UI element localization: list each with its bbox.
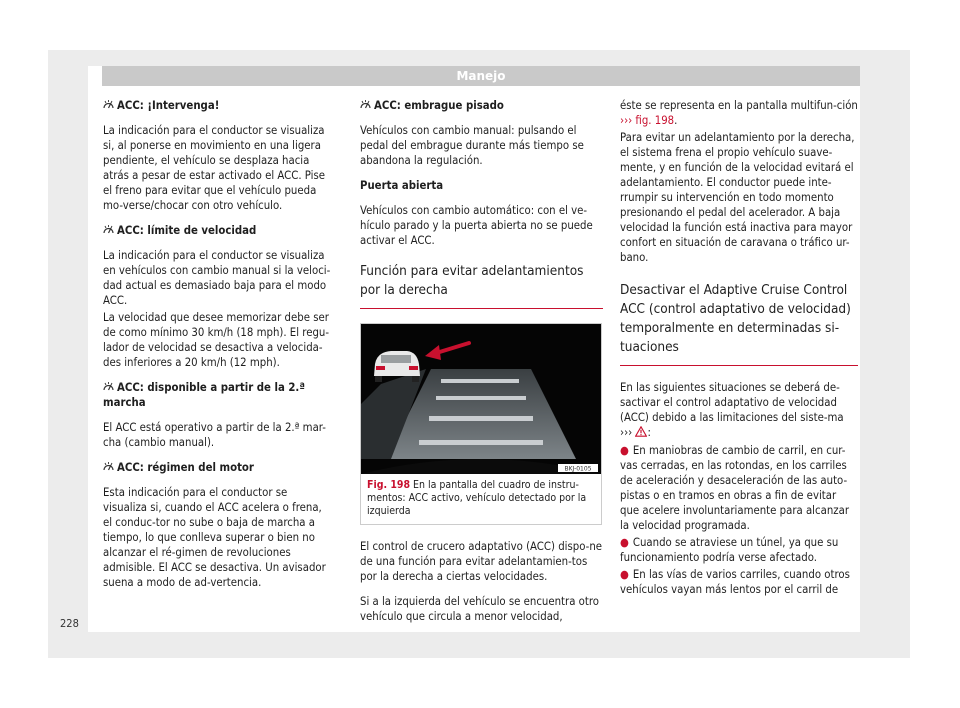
heading-text: ACC: régimen del motor — [117, 461, 254, 474]
bullet-icon: ● — [620, 568, 629, 581]
punct: . — [674, 114, 678, 127]
heading-acc-embrague — [360, 98, 603, 113]
paragraph: Vehículos con cambio automático: con el ve-hículo parado y la puerta abierta no se puede activar el ACC. — [360, 204, 593, 247]
running-header: Manejo — [102, 66, 860, 86]
heading-puerta-abierta: Puerta abierta — [360, 179, 444, 192]
paragraph: Si a la izquierda del vehículo se encuentra otro vehículo que circula a menor velocidad, — [360, 595, 600, 623]
list-item — [620, 443, 858, 533]
column-1 — [103, 98, 331, 600]
list-item — [620, 535, 858, 565]
cruise-control-icon — [103, 99, 114, 110]
paragraph — [620, 380, 858, 441]
page-number: 228 — [60, 617, 79, 630]
heading-acc-regimen-motor — [103, 460, 331, 475]
bullet-icon: ● — [620, 536, 629, 549]
paragraph: Vehículos con cambio manual: pulsando el pedal del embrague durante más tiempo se abandona la regulación. — [360, 124, 584, 167]
punct: : — [647, 426, 651, 439]
column-2 — [360, 98, 603, 634]
heading-text: ACC: límite de velocidad — [117, 224, 257, 237]
heading-acc-intervenga — [103, 98, 331, 113]
figure-caption-text: En la pantalla del cuadro de instru-mentos: ACC activo, vehículo detectado por la izquierda — [367, 479, 587, 517]
list-item-text: Cuando se atraviese un túnel, ya que su funcionamiento podría verse afectado. — [620, 536, 839, 564]
list-item — [620, 567, 858, 597]
cruise-control-icon — [103, 224, 114, 235]
figure-caption — [361, 474, 601, 524]
cruise-control-icon — [103, 461, 114, 472]
paragraph-text: En las siguientes situaciones se deberá de-sactivar el control adaptativo de velocidad (ACC) debido a las limitaciones del siste-ma — [620, 381, 844, 424]
warning-triangle-icon — [635, 426, 647, 441]
figure-198 — [360, 323, 602, 525]
paragraph: La velocidad que desee memorizar debe ser de como mínimo 30 km/h (18 mph). El regu-lador de velocidad se desactiva a velocida-des inferiores a 20 km/h (12 mph). — [103, 311, 330, 369]
paragraph: Para evitar un adelantamiento por la derecha, el sistema frena el propio vehículo suave-mente, y en función de la velocidad evitará el adelantamiento. El conductor puede inte-rrumpir su intervención en todo momento presionando el pedal del acelerador. A baja velocidad la función está inactiva para mayor confort en situación de caravana o tráfico ur-bano. — [620, 131, 855, 264]
figure-image — [361, 324, 601, 474]
bullet-icon: ● — [620, 444, 629, 457]
paragraph: La indicación para el conductor se visualiza en vehículos con cambio manual si la veloci-dad actual es demasiado baja para el modo ACC. — [103, 249, 331, 307]
paragraph: La indicación para el conductor se visualiza si, al ponerse en movimiento en una ligera pendiente, el vehículo se desplaza hacia atrás a pesar de estar activado el ACC. Pise el freno para evitar que el vehículo pueda mo-verse/chocar con otro vehículo. — [103, 124, 326, 212]
figure-code: BKJ-0105 — [564, 465, 592, 473]
paragraph — [620, 98, 858, 128]
cruise-control-icon — [103, 381, 114, 392]
heading-text: ACC: embrague pisado — [374, 99, 504, 112]
paragraph: El control de crucero adaptativo (ACC) dispo-ne de una función para evitar adelantamien-tos por la derecha a ciertas velocidades. — [360, 540, 603, 583]
figure-reference-link[interactable]: ››› fig. 198 — [620, 114, 675, 127]
paragraph: Esta indicación para el conductor se visualiza si, cuando el ACC acelera o frena, el conduc-tor no sube o baja de marcha a tiempo, lo que conlleva superar o bien no alcanzar el ré-gimen de revoluciones admisible. El ACC se desactiva. Un avisador suena a modo de ad-vertencia. — [103, 486, 326, 589]
heading-acc-disponible — [103, 380, 331, 410]
heading-text: ACC: disponible a partir de la 2.ª marcha — [103, 381, 306, 409]
heading-text: ACC: ¡Intervenga! — [117, 99, 220, 112]
figure-label: Fig. 198 — [367, 479, 411, 491]
paragraph-text: éste se representa en la pantalla multifun-ción — [620, 99, 858, 112]
list-item-text: En las vías de varios carriles, cuando otros vehículos vayan más lentos por el carril de — [620, 568, 850, 596]
warning-reference-link[interactable]: ››› — [620, 426, 633, 439]
section-title-adelantamientos: Función para evitar adelantamientos por la derecha — [360, 262, 603, 309]
cruise-control-icon — [360, 99, 371, 110]
column-3 — [620, 98, 858, 599]
section-title-desactivar-acc: Desactivar el Adaptive Cruise Control ACC (control adaptativo de velocidad) temporalmente en determinadas si-tuaciones — [620, 281, 858, 366]
paragraph: El ACC está operativo a partir de la 2.ª mar-cha (cambio manual). — [103, 421, 326, 449]
list-item-text: En maniobras de cambio de carril, en cur-vas cerradas, en las rotondas, en los carriles de aceleración y desaceleración de las auto-pistas o en tramos en obras a fin de evitar que acelere involuntariamente para alcanzar la velocidad programada. — [620, 444, 850, 532]
heading-acc-limite-velocidad — [103, 223, 331, 238]
